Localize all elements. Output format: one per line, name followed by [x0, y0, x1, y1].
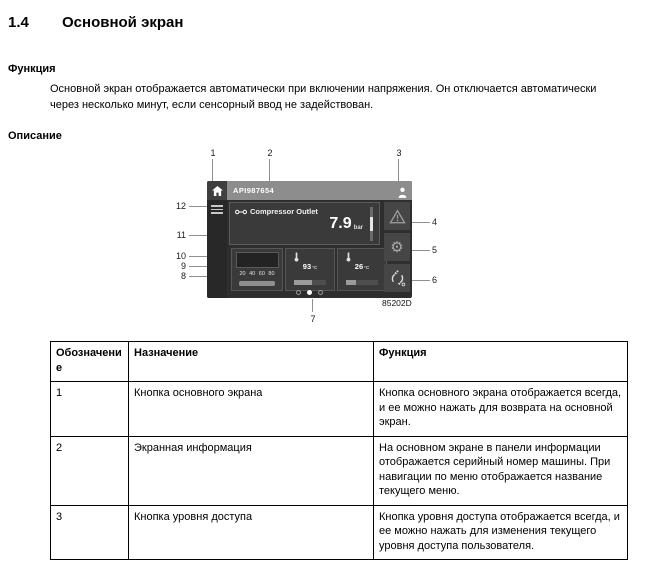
page-dot	[318, 290, 323, 295]
screen-left-column	[207, 200, 227, 298]
function-paragraph: Основной экран отображается автоматически при включении напряжения. Он отключается автоматически через несколько минут, если сенсорный ввод не задействован.	[50, 83, 597, 111]
temp-2-number: 26	[354, 262, 364, 271]
section-heading	[8, 14, 648, 31]
cell-reference: 3	[51, 505, 129, 560]
service-button	[384, 233, 410, 261]
callout-5: 5	[432, 245, 438, 255]
col-header-purpose: Назначение	[129, 342, 374, 382]
section-title: Основной экран	[62, 14, 184, 31]
thermometer-icon	[294, 252, 299, 262]
table-row	[51, 436, 628, 505]
pressure-sensor-icon	[235, 209, 247, 215]
callout-4: 4	[432, 217, 438, 227]
controller-screen-figure	[0, 145, 648, 336]
temperature-panel-2	[337, 248, 387, 291]
cell-purpose: Кнопка основного экрана	[129, 382, 374, 437]
callout-line-12	[189, 206, 207, 207]
section-number: 1.4	[8, 14, 29, 31]
controller-screen	[207, 181, 412, 298]
table-row	[51, 382, 628, 437]
graph-panel	[231, 248, 283, 291]
cell-purpose: Экранная информация	[129, 436, 374, 505]
callout-2: 2	[267, 148, 273, 158]
callout-3: 3	[396, 148, 402, 158]
serial-number-text: API987654	[233, 186, 275, 195]
pressure-gauge-bar	[370, 207, 373, 241]
temperature-bar-1	[294, 280, 326, 285]
warning-button	[384, 202, 410, 230]
cell-reference: 2	[51, 436, 129, 505]
callout-12: 12	[175, 201, 186, 211]
callout-6: 6	[432, 275, 438, 285]
pressure-number: 7.9	[329, 215, 352, 232]
main-reading-label-row	[235, 207, 318, 216]
cell-function: Кнопка основного экрана отображается всегда, и ее можно нажать для возврата на основной экран.	[374, 382, 628, 437]
access-level-button	[398, 185, 407, 203]
user-icon	[398, 187, 407, 198]
graph-slider-bar	[239, 281, 275, 286]
col-header-reference: Обозначение	[51, 342, 129, 382]
temperature-value-1	[286, 262, 334, 271]
pressure-value	[329, 215, 363, 233]
callout-line-4	[409, 222, 430, 223]
function-heading: Функция	[8, 63, 56, 75]
service-icon: ⚙	[390, 237, 404, 256]
pressure-unit: bar	[353, 225, 363, 231]
temperature-bar-2	[346, 280, 378, 285]
motor-restart-button	[384, 264, 410, 292]
callout-line-6	[410, 280, 430, 281]
home-button	[207, 181, 227, 200]
callout-7: 7	[310, 314, 316, 324]
motor-restart-icon	[389, 270, 406, 287]
figure-code: 85202D	[382, 298, 412, 308]
col-header-function: Функция	[374, 342, 628, 382]
callout-9: 9	[180, 261, 186, 271]
description-heading: Описание	[8, 130, 62, 142]
callout-10: 10	[175, 251, 186, 261]
graph-plot-area	[236, 252, 279, 268]
temperature-panel-1	[285, 248, 335, 291]
graph-scale-labels: 20 40 60 80	[239, 271, 275, 277]
temp-2-unit: °C	[364, 265, 370, 270]
menu-icon	[211, 205, 223, 216]
thermometer-icon	[346, 252, 351, 262]
callout-11: 11	[176, 230, 186, 240]
page-dot-active	[307, 290, 312, 295]
cell-function: На основном экране в панели информации отображается серийный номер машины. При навигации по меню отображается название текущего меню.	[374, 436, 628, 505]
callout-1: 1	[210, 148, 216, 158]
temp-1-unit: °C	[312, 265, 318, 270]
cell-function: Кнопка уровня доступа отображается всегда, и ее можно нажать для изменения текущего уровня доступа пользователя.	[374, 505, 628, 560]
warning-icon	[389, 209, 406, 224]
callout-line-7	[312, 299, 313, 312]
temperature-value-2	[338, 262, 386, 271]
callout-8: 8	[180, 271, 186, 281]
page-dot	[296, 290, 301, 295]
main-reading-panel	[229, 202, 380, 245]
screen-title-bar	[207, 181, 412, 200]
legend-table	[50, 341, 628, 560]
temp-1-number: 93	[302, 262, 312, 271]
page-indicator	[207, 290, 412, 295]
cell-purpose: Кнопка уровня доступа	[129, 505, 374, 560]
table-row	[51, 505, 628, 560]
cell-reference: 1	[51, 382, 129, 437]
home-icon	[212, 186, 223, 196]
main-reading-label: Compressor Outlet	[250, 207, 318, 216]
callout-line-3	[398, 159, 399, 182]
table-header-row	[51, 342, 628, 382]
